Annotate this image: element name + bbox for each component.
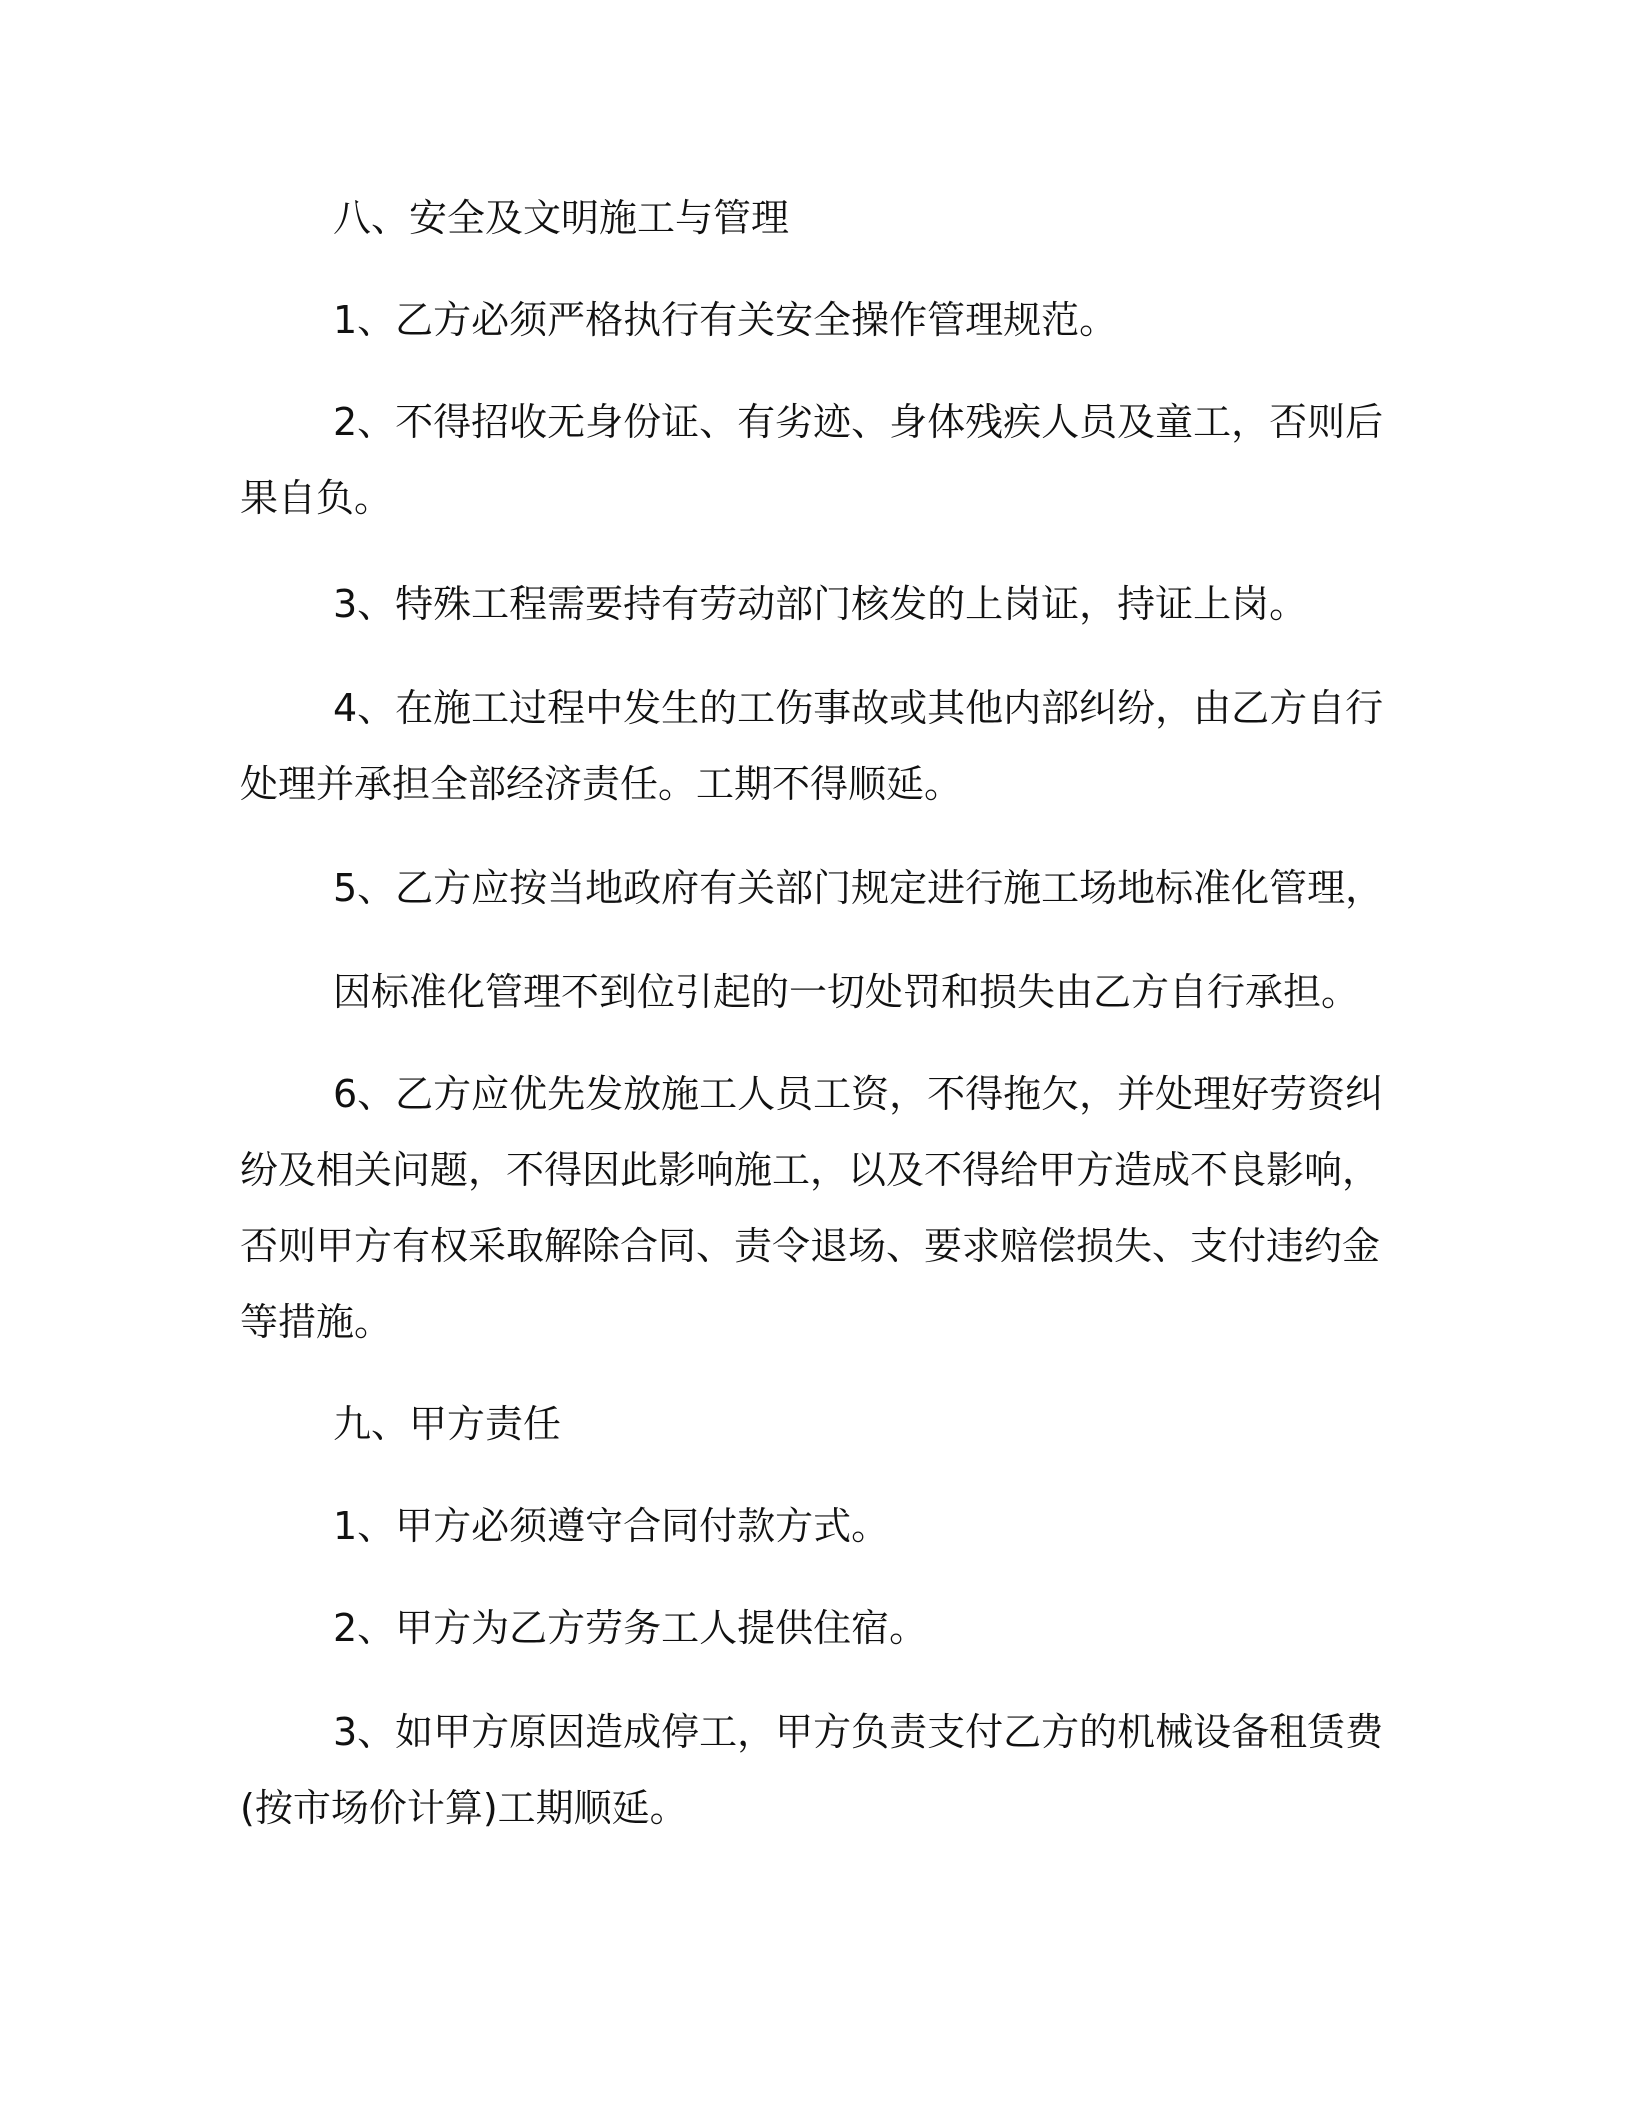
- paragraph-line: 纷及相关问题，不得因此影响施工，以及不得给甲方造成不良影响，: [240, 1148, 1381, 1192]
- section-8-item-2-cont: [240, 470, 392, 526]
- heading-text: 九、甲方责任: [333, 1402, 562, 1446]
- paragraph-line: 6、乙方应优先发放施工人员工资，不得拖欠，并处理好劳资纠: [333, 1072, 1384, 1116]
- section-8-item-5-cont: [333, 964, 1359, 1020]
- paragraph-line: 2、不得招收无身份证、有劣迹、身体残疾人员及童工，否则后: [333, 400, 1384, 444]
- paragraph-line: 因标准化管理不到位引起的一切处罚和损失由乙方自行承担。: [333, 970, 1360, 1014]
- section-8-item-6-cont-2: [240, 1218, 1380, 1274]
- paragraph-line: 5、乙方应按当地政府有关部门规定进行施工场地标准化管理，: [333, 866, 1384, 910]
- section-9-item-2: [333, 1600, 927, 1656]
- section-9-item-3: [333, 1704, 1383, 1760]
- paragraph-line: 3、如甲方原因造成停工，甲方负责支付乙方的机械设备租赁费: [333, 1710, 1384, 1754]
- section-8-item-6: [333, 1066, 1383, 1122]
- section-8-item-4-cont: [240, 756, 962, 812]
- section-8-heading: [333, 190, 789, 246]
- paragraph-line: 等措施。: [240, 1300, 393, 1344]
- section-8-item-5: [333, 860, 1383, 916]
- paragraph-line: 果自负。: [240, 476, 393, 520]
- paragraph-line: 否则甲方有权采取解除合同、责令退场、要求赔偿损失、支付违约金: [240, 1224, 1381, 1268]
- heading-text: 八、安全及文明施工与管理: [333, 196, 790, 240]
- section-8-item-6-cont-3: [240, 1294, 392, 1350]
- section-8-item-2: [333, 394, 1383, 450]
- paragraph-text: 1、甲方必须遵守合同付款方式。: [333, 1504, 890, 1548]
- section-8-item-3: [333, 576, 1307, 632]
- paragraph-line: 处理并承担全部经济责任。工期不得顺延。: [240, 762, 963, 806]
- paragraph-line: 4、在施工过程中发生的工伤事故或其他内部纠纷，由乙方自行: [333, 686, 1384, 730]
- paragraph-text: 2、甲方为乙方劳务工人提供住宿。: [333, 1606, 928, 1650]
- paragraph-text: 1、乙方必须严格执行有关安全操作管理规范。: [333, 298, 1118, 342]
- paragraph-line: (按市场价计算)工期顺延。: [240, 1786, 688, 1830]
- section-8-item-4: [333, 680, 1383, 736]
- paragraph-text: 3、特殊工程需要持有劳动部门核发的上岗证，持证上岗。: [333, 582, 1308, 626]
- section-9-item-1: [333, 1498, 889, 1554]
- section-8-item-1: [333, 292, 1117, 348]
- section-8-item-6-cont-1: [240, 1142, 1380, 1198]
- section-9-item-3-cont: [240, 1780, 688, 1836]
- section-9-heading: [333, 1396, 561, 1452]
